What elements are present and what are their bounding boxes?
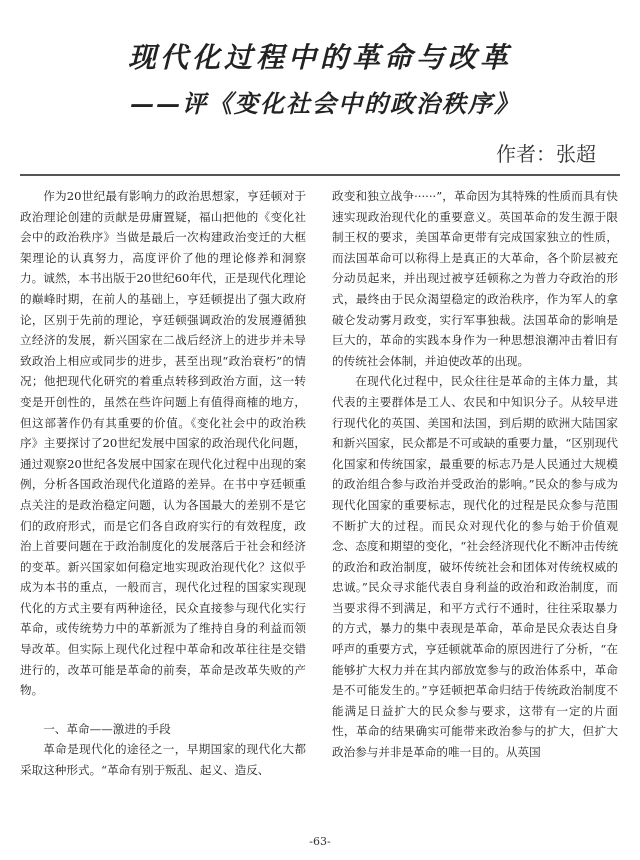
intro-paragraph: 作为20世纪最有影响力的政治思想家，亨廷顿对于政治理论创建的贡献是毋庸置疑，福山把他的《变化社会中的政治秩序》当做是最后一次构建政治变迁的大框架理论的认真努力，高度评价了他的理论修养和洞察力。诚然，本书出版于20世纪60年代，正是现代化理论的巅峰时期，在前人的基础上，亨廷顿提出了强大政府论，区别于先前的理论，亨廷顿强调政治的发展遵循独立经济的发展，新兴国家在二战后经济上的进步并未导致政治上相应或同步的进步，甚至出现“政治衰朽”的情况；他把现代化研究的着重点转移到政治方面，这一转变是开创性的，虽然在些许问题上有值得商榷的地方，但这部著作仍有其重要的价值。《变化社会中的政治秩序》主要探讨了20世纪发展中国家的政治现代化问题，通过观察20世纪各发展中国家在现代化过程中出现的案例，分析各国政治现代化道路的差异。在书中亨廷顿重点关注的是政治稳定问题，认为各国最大的差别不是它们的政府形式，而是它们各自政府实行的有效程度，政治上首要问题在于政治制度化的发展落后于社会和经济的变革。新兴国家如何稳定地实现政治现代化？这似乎成为本书的重点，一般而言，现代化过程的国家实现现代化的方式主要有两种途径，民众直接参与现代化实行革命，或传统势力中的革新派为了维持自身的利益而领导改革。但实际上现代化过程中革命和改革往往是交错进行的，改革可能是革命的前奏，革命是改革失败的产物。 [20,189,306,698]
article-title: 现代化过程中的革命与改革 [127,41,512,74]
section-heading-revolution: 一、革命——激进的手段 [43,721,171,736]
revolution-paragraph: 革命是现代化的途径之一，早期国家的现代化大都采取这种形式。“革命有别于叛乱、起义、造反、 [20,742,306,778]
right-column [332,186,618,826]
page-number: -63- [309,835,331,848]
left-column [20,186,306,826]
author-line: 作者：张超 [496,142,596,166]
continued-paragraph: 政变和独立战争······”，革命因为其特殊的性质而具有快速实现政治现代化的重要意义。英国革命的发生源于限制王权的要求，美国革命更带有完成国家独立的性质，而法国革命可以称得上是真正的大革命，各个阶层被充分动员起来，并出现过被亨廷顿称之为普力夺政治的形式，最终由于民众渴望稳定的政治秩序，作为军人的拿破仑发动雾月政变，实行军事独裁。法国革命的影响是巨大的，革命的实践本身作为一种思想浪潮冲击着旧有的传统社会体制，并迫使改革的出现。 [332,189,618,368]
masses-paragraph: 在现代化过程中，民众往往是革命的主体力量，其代表的主要群体是工人、农民和中知识分子。从较早进行现代化的英国、美国和法国，到后期的欧洲大陆国家和新兴国家，民众都是不可或缺的重要力量，“区别现代化国家和传统国家，最重要的标志乃是人民通过大规模的政治组合参与政治并受政治的影响。”民众的参与成为现代化国家的重要标志，现代化的过程是民众参与范围不断扩大的过程。而民众对现代化的参与始于价值观念、态度和期望的变化，“社会经济现代化不断冲击传统的政治和政治制度，破坏传统社会和团体对传统权威的忠诚。”民众寻求能代表自身利益的政治和政治制度，而当要求得不到满足，和平方式行不通时，往往采取暴力的方式，暴力的集中表现是革命，革命是民众表达自身呼声的重要方式，亨廷顿就革命的原因进行了分析，“在能够扩大权力并在其内部放宽参与的政治体系中，革命是不可能发生的。”亨廷顿把革命归结于传统政治制度不能满足日益扩大的民众参与要求，这带有一定的片面性，革命的结果确实可能带来政治参与的扩大，但扩大政治参与并非是革命的唯一目的。从英国 [332,374,618,760]
article-subtitle: ——评《变化社会中的政治秩序》 [130,89,520,118]
header-divider [20,174,620,176]
